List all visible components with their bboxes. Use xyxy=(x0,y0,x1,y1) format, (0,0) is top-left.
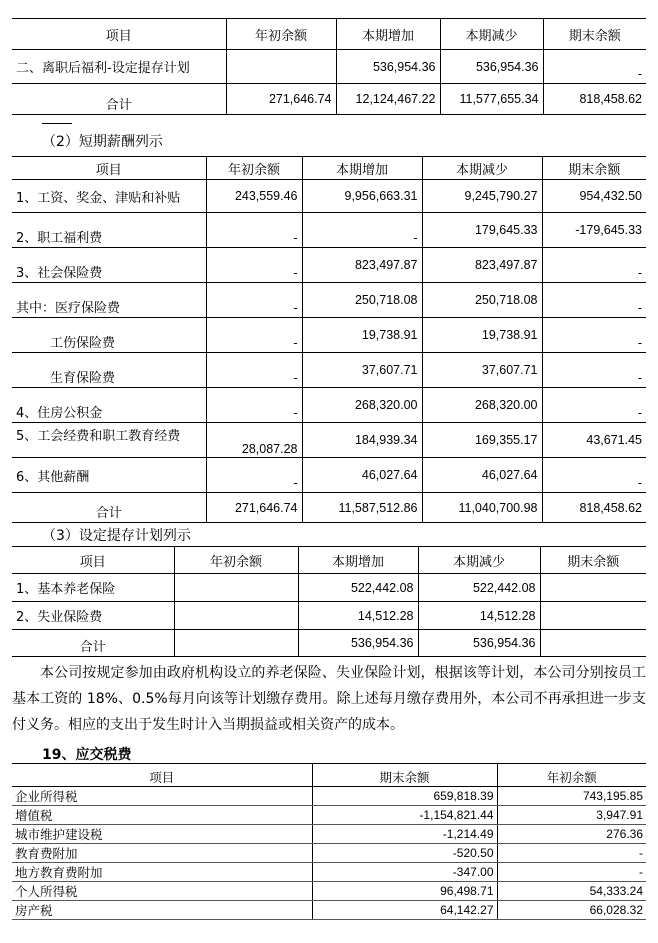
total-increase: 12,124,467.22 xyxy=(336,84,440,115)
pension-policy-paragraph: 本公司按规定参加由政府机构设立的养老保险、失业保险计划，根据该等计划，本公司分别按员工基本工资的 18%、0.5%每月向该等计划缴存费用。除上述每月缴存费用外，本公司不再承担进一步支付义务。相应的支出于发生时计入当期损益或相关资产的成本。 xyxy=(12,665,646,733)
table-row xyxy=(12,787,646,806)
row-item: 4、住房公积金 xyxy=(12,388,206,423)
header-begin: 年初余额 xyxy=(226,19,336,50)
row-end: - xyxy=(542,458,646,493)
table-row xyxy=(12,388,646,423)
total-begin xyxy=(174,630,298,657)
row-decrease: 37,607.71 xyxy=(422,353,542,388)
row-increase: 37,607.71 xyxy=(302,353,422,388)
table-row xyxy=(12,901,646,920)
total-decrease: 536,954.36 xyxy=(418,630,540,657)
row-decrease: 169,355.17 xyxy=(422,423,542,458)
row-begin: - xyxy=(206,353,302,388)
row-begin: - xyxy=(206,283,302,318)
row-decrease: 823,497.87 xyxy=(422,248,542,283)
header-begin: 年初余额 xyxy=(174,547,298,574)
header-item: 项目 xyxy=(12,764,312,787)
row-end: - xyxy=(542,353,646,388)
row-begin: - xyxy=(206,248,302,283)
divider xyxy=(42,123,72,124)
row-end: 96,498.71 xyxy=(312,882,497,901)
table-row xyxy=(12,50,646,84)
row-increase: 250,718.08 xyxy=(302,283,422,318)
row-item: 城市维护建设税 xyxy=(12,825,312,844)
table-row xyxy=(12,318,646,353)
header-increase: 本期增加 xyxy=(298,547,418,574)
row-decrease: 46,027.64 xyxy=(422,458,542,493)
row-begin: 28,087.28 xyxy=(206,423,302,458)
row-end: -520.50 xyxy=(312,844,497,863)
header-begin: 年初余额 xyxy=(497,764,646,787)
row-item: 企业所得税 xyxy=(12,787,312,806)
total-label: 合计 xyxy=(12,630,174,657)
total-decrease: 11,040,700.98 xyxy=(422,493,542,523)
header-end: 期末余额 xyxy=(540,547,646,574)
row-item: 教育费附加 xyxy=(12,844,312,863)
row-end: 43,671.45 xyxy=(542,423,646,458)
section-title-defined-contribution: （3）设定提存计划列示 xyxy=(42,528,191,544)
total-label: 合计 xyxy=(12,493,206,523)
row-end: - xyxy=(542,248,646,283)
row-begin: 66,028.32 xyxy=(497,901,646,920)
total-increase: 536,954.36 xyxy=(298,630,418,657)
table-row xyxy=(12,213,646,248)
table-row xyxy=(12,844,646,863)
total-begin: 271,646.74 xyxy=(226,84,336,115)
row-end: 64,142.27 xyxy=(312,901,497,920)
row-end xyxy=(540,602,646,630)
row-end: 954,432.50 xyxy=(542,180,646,213)
row-begin: - xyxy=(206,388,302,423)
row-item: 3、社会保险费 xyxy=(12,248,206,283)
header-decrease: 本期减少 xyxy=(422,157,542,180)
total-begin: 271,646.74 xyxy=(206,493,302,523)
table-row xyxy=(12,863,646,882)
table-row xyxy=(12,825,646,844)
row-item: 1、工资、奖金、津贴和补贴 xyxy=(12,180,206,213)
table-header-row xyxy=(12,764,646,787)
header-item: 项目 xyxy=(12,19,226,50)
post-employment-benefit-table xyxy=(12,18,646,115)
row-end: -347.00 xyxy=(312,863,497,882)
row-decrease: 536,954.36 xyxy=(440,50,543,84)
row-item: 二、离职后福利-设定提存计划 xyxy=(12,50,226,84)
row-item: 增值税 xyxy=(12,806,312,825)
table-header-row xyxy=(12,547,646,574)
taxes-payable-table xyxy=(12,763,646,920)
row-begin: - xyxy=(206,213,302,248)
row-increase: 823,497.87 xyxy=(302,248,422,283)
row-increase: 536,954.36 xyxy=(336,50,440,84)
row-end: -1,154,821.44 xyxy=(312,806,497,825)
row-begin: 3,947.91 xyxy=(497,806,646,825)
row-begin: 276.36 xyxy=(497,825,646,844)
row-end: - xyxy=(542,388,646,423)
row-begin: 743,195.85 xyxy=(497,787,646,806)
row-increase: 268,320.00 xyxy=(302,388,422,423)
row-decrease: 250,718.08 xyxy=(422,283,542,318)
row-begin: - xyxy=(206,458,302,493)
table-row xyxy=(12,248,646,283)
total-decrease: 11,577,655.34 xyxy=(440,84,543,115)
row-item: 2、失业保险费 xyxy=(12,602,174,630)
row-increase: 19,738.91 xyxy=(302,318,422,353)
table-row xyxy=(12,458,646,493)
total-end xyxy=(540,630,646,657)
section-title-short-term-pay: （2）短期薪酬列示 xyxy=(42,134,163,150)
table-row xyxy=(12,806,646,825)
row-increase: - xyxy=(302,213,422,248)
row-item: 房产税 xyxy=(12,901,312,920)
row-end: -179,645.33 xyxy=(542,213,646,248)
short-term-pay-table xyxy=(12,156,646,523)
header-item: 项目 xyxy=(12,547,174,574)
table-header-row xyxy=(12,157,646,180)
row-begin xyxy=(174,574,298,602)
total-row xyxy=(12,84,646,115)
row-item: 其中：医疗保险费 xyxy=(12,283,206,318)
header-end: 期末余额 xyxy=(543,19,646,50)
row-begin xyxy=(226,50,336,84)
row-item: 5、工会经费和职工教育经费 xyxy=(12,423,206,458)
row-end: - xyxy=(542,318,646,353)
row-increase: 184,939.34 xyxy=(302,423,422,458)
header-item: 项目 xyxy=(12,157,206,180)
row-end: 659,818.39 xyxy=(312,787,497,806)
section-heading-taxes-payable: 19、应交税费 xyxy=(42,747,132,763)
header-end: 期末余额 xyxy=(312,764,497,787)
table-row xyxy=(12,353,646,388)
header-decrease: 本期减少 xyxy=(440,19,543,50)
table-row xyxy=(12,882,646,901)
total-increase: 11,587,512.86 xyxy=(302,493,422,523)
row-begin: 54,333.24 xyxy=(497,882,646,901)
total-end: 818,458.62 xyxy=(542,493,646,523)
row-increase: 522,442.08 xyxy=(298,574,418,602)
header-increase: 本期增加 xyxy=(302,157,422,180)
row-item: 地方教育费附加 xyxy=(12,863,312,882)
header-begin: 年初余额 xyxy=(206,157,302,180)
total-end: 818,458.62 xyxy=(543,84,646,115)
row-decrease: 14,512.28 xyxy=(418,602,540,630)
row-begin xyxy=(174,602,298,630)
total-row xyxy=(12,493,646,523)
row-item: 生育保险费 xyxy=(12,353,206,388)
row-increase: 9,956,663.31 xyxy=(302,180,422,213)
row-decrease: 268,320.00 xyxy=(422,388,542,423)
row-increase: 46,027.64 xyxy=(302,458,422,493)
row-begin: - xyxy=(497,844,646,863)
table-row xyxy=(12,602,646,630)
table-header-row xyxy=(12,19,646,50)
row-item: 个人所得税 xyxy=(12,882,312,901)
row-begin: - xyxy=(497,863,646,882)
row-begin: 243,559.46 xyxy=(206,180,302,213)
row-item: 工伤保险费 xyxy=(12,318,206,353)
table-row xyxy=(12,574,646,602)
row-item: 1、基本养老保险 xyxy=(12,574,174,602)
header-end: 期末余额 xyxy=(542,157,646,180)
row-end: - xyxy=(542,283,646,318)
header-increase: 本期增加 xyxy=(336,19,440,50)
table-row xyxy=(12,180,646,213)
table-row xyxy=(12,423,646,458)
row-item: 2、职工福利费 xyxy=(12,213,206,248)
row-end: - xyxy=(543,50,646,84)
row-decrease: 9,245,790.27 xyxy=(422,180,542,213)
header-decrease: 本期减少 xyxy=(418,547,540,574)
row-end: -1,214.49 xyxy=(312,825,497,844)
row-increase: 14,512.28 xyxy=(298,602,418,630)
table-row xyxy=(12,283,646,318)
total-row xyxy=(12,630,646,657)
row-end xyxy=(540,574,646,602)
row-item: 6、其他薪酬 xyxy=(12,458,206,493)
row-decrease: 19,738.91 xyxy=(422,318,542,353)
row-decrease: 179,645.33 xyxy=(422,213,542,248)
row-decrease: 522,442.08 xyxy=(418,574,540,602)
defined-contribution-table xyxy=(12,546,646,657)
row-begin: - xyxy=(206,318,302,353)
total-label: 合计 xyxy=(12,84,226,115)
